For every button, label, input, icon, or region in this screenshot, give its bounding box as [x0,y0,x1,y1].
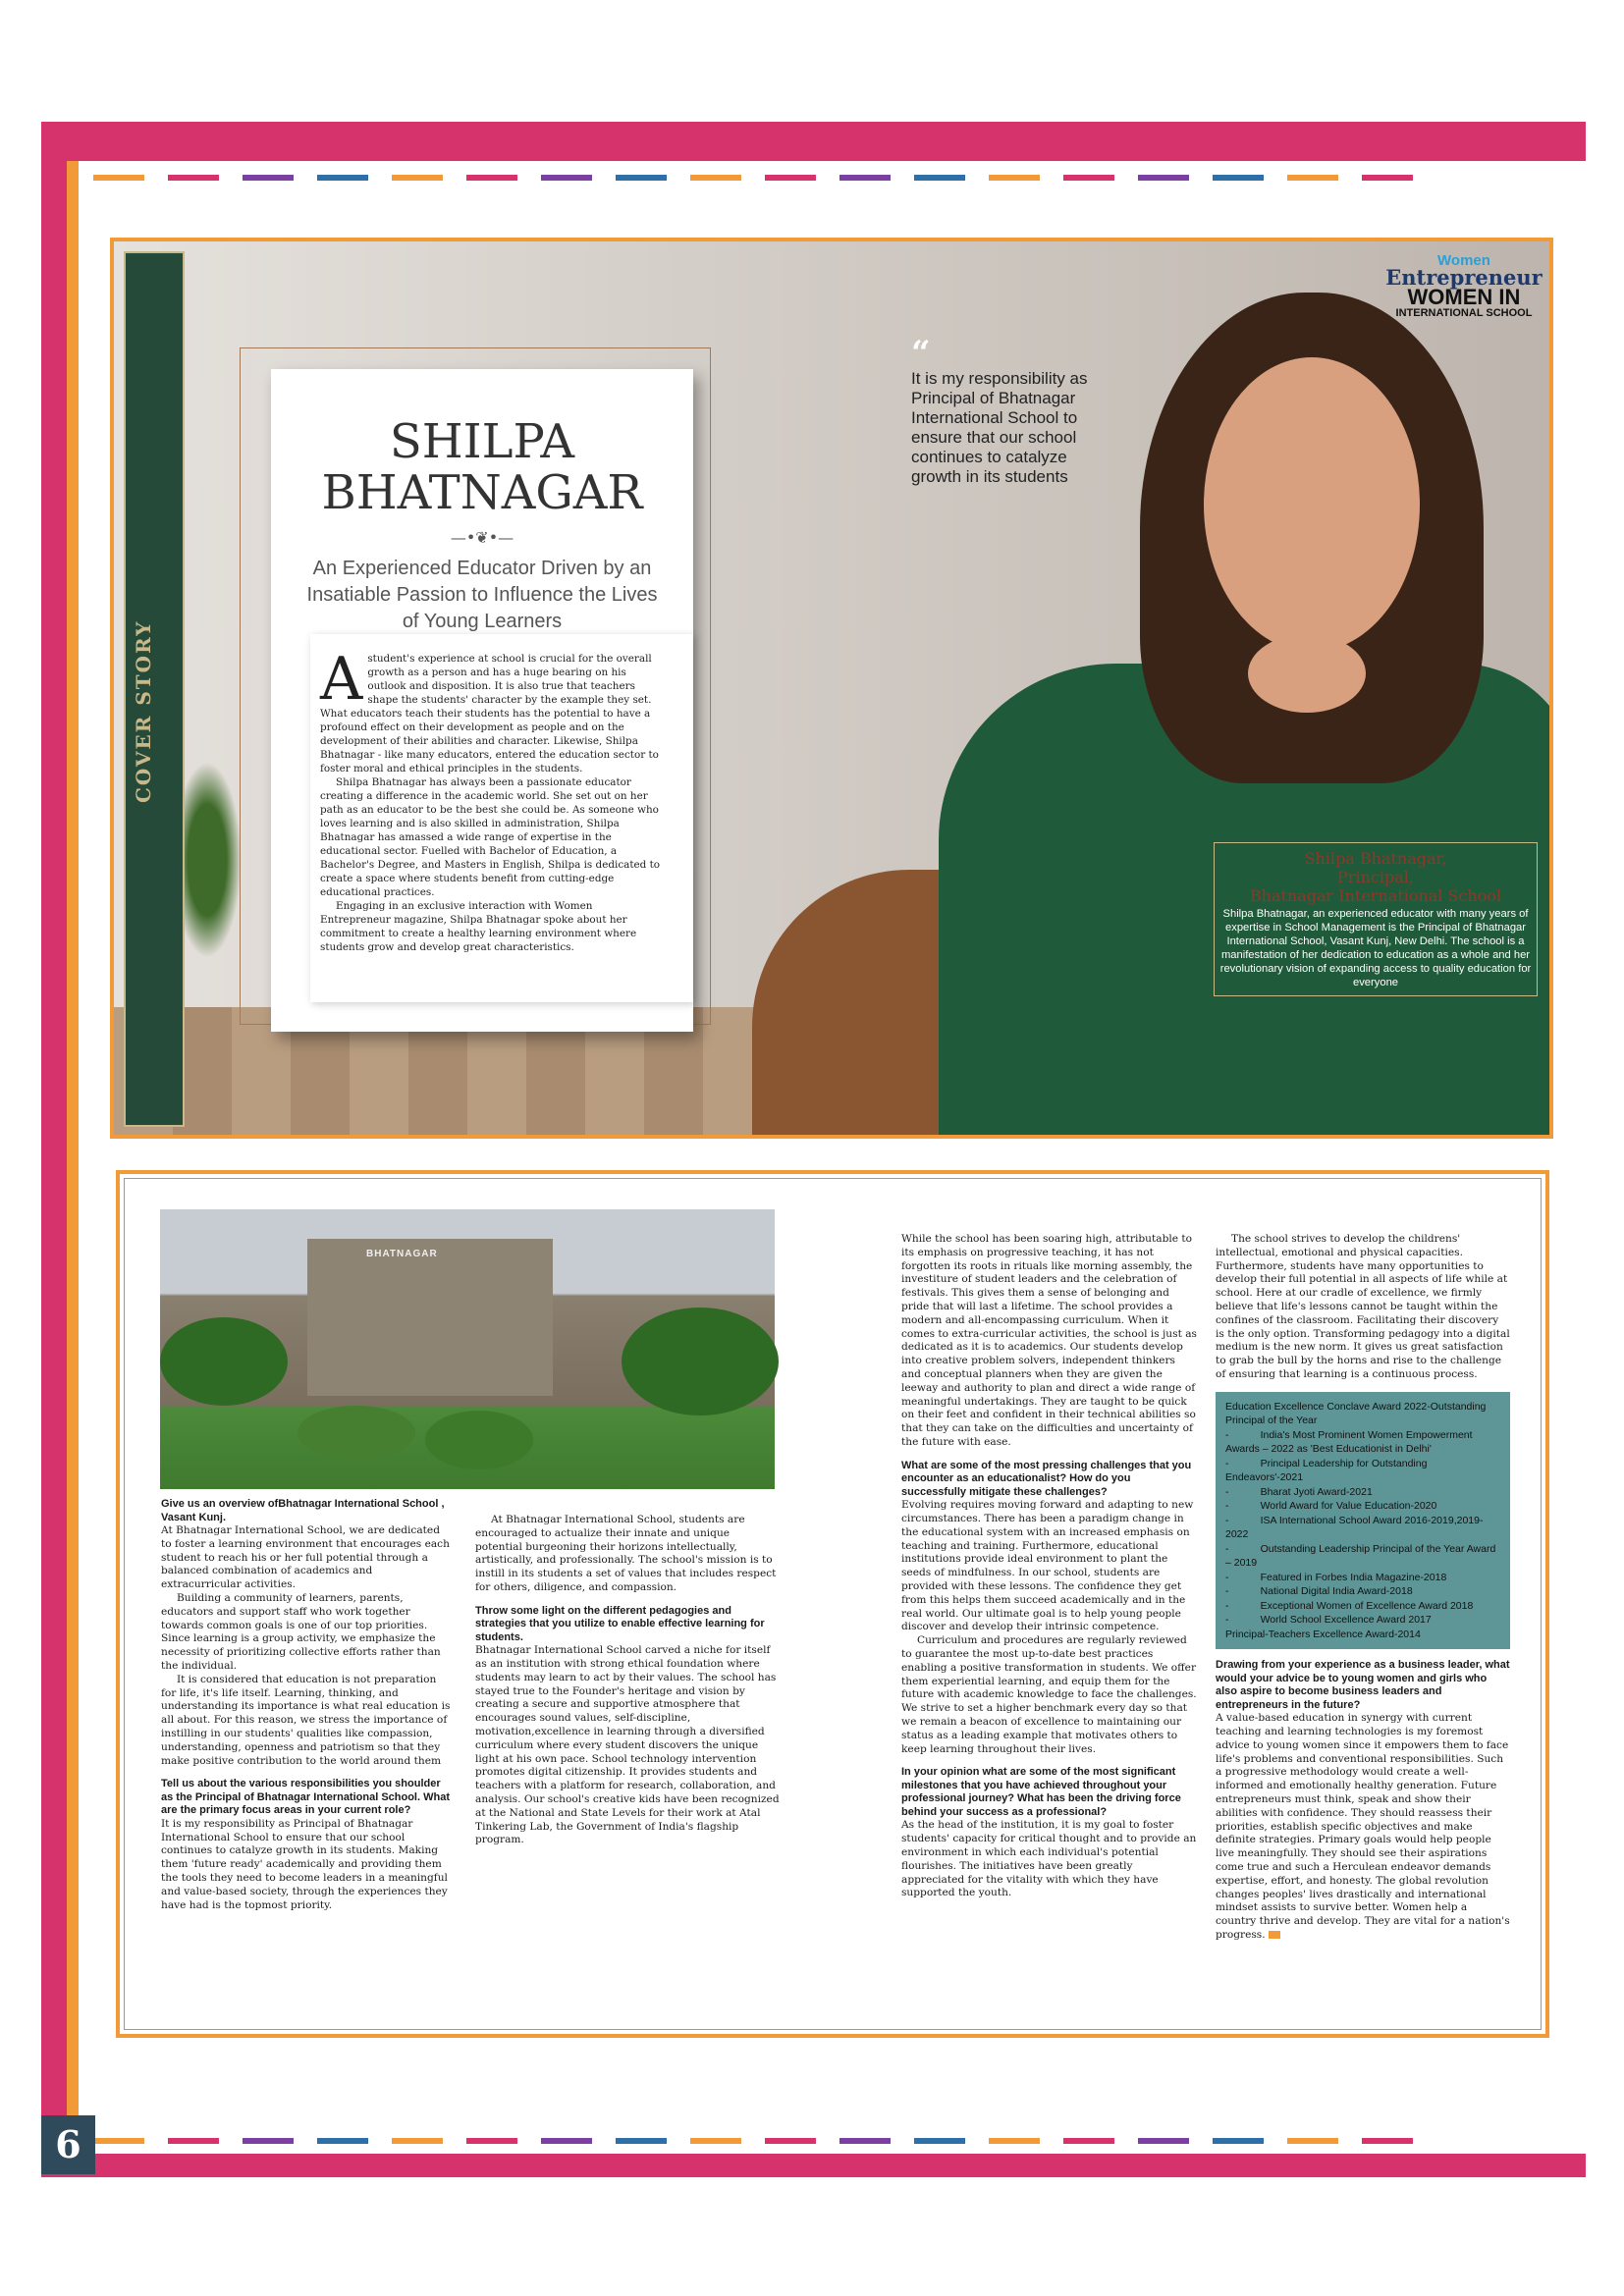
subject-tagline: An Experienced Educator Driven by an Insatiable Passion to Influence the Lives of Young Learners [306,558,658,632]
quote-icon: “ [911,334,931,373]
question-heading: Drawing from your experience as a business leader, what would your advice be to young women and girls who also aspire to become business leaders and entrepreneurs in the future? [1216,1659,1510,1711]
question-heading: What are some of the most pressing challenges that you encounter as an educationalist? How do you successfully mitigate these challenges? [901,1459,1192,1498]
question-heading: Give us an overview ofBhatnagar International School , Vasant Kunj. [161,1498,445,1523]
title-card [271,369,693,1032]
article-column-2: At Bhatnagar International School, students are encouraged to actualize their innate and unique potential burgeoning their horizons intellectually, artistically, and professionally. The school's mission is to instill in its students a set of values that includes respect for others, diligence, and compassion. Throw some light on the different pedagogies and strategies that you utilize to enable effective learning for students. Bhatnagar International School carved a niche for itself as an institution with strong ethical foundation where students may learn to act by their values. The school has stayed true to the Founder's heritage and vision by creating a secure and supportive atmosphere that encourages sound values, self-discipline, motivation,excellence in learning through a diversified curriculum where every student discovers the unique light at his own pace. School technology intervention promotes digital citizenship. It provides students and teachers with a platform for research, collaboration, and analysis. Our school's creative kids have been recognized at the National and State Levels for their work at Atal Tinkering Lab, the Government of India's flagship program. [475,1514,780,1846]
question-heading: Tell us about the various responsibilities you shoulder as the Principal of Bhatnagar International School. What are the primary focus areas in your current role? [161,1778,450,1817]
dashed-divider-bottom [93,2138,1566,2144]
intro-box [310,634,693,1002]
school-building-photo [160,1209,775,1489]
cover-story-sidebar [124,251,185,1127]
portrait-hand [1248,634,1366,713]
building-sign: BHATNAGAR [366,1249,438,1259]
building [307,1239,553,1396]
dashed-divider-top [93,175,1566,181]
question-heading: In your opinion what are some of the most significant milestones that you have achieved throughout your professional journey? What has been the driving force behind your success as a professional? [901,1766,1181,1818]
intro-text: A student's experience at school is crucial for the overall growth as a person and has a huge bearing on his outlook and disposition. It is also true that teachers shape the students' character by the example they set. What educators teach their students has the potential to have a profound effect on their development as people and on the development of their abilities and character. Likewise, Shilpa Bhatnagar - like many educators, entered the education sector to foster moral and ethical principles in the students. Shilpa Bhatnagar has always been a passionate educator creating a difference in the academic world. She set out on her path as an educator to be the best she could be. As someone who loves learning and is also skilled in administration, Shilpa Bhatnagar has amassed a wide range of expertise in the educational sector. Fuelled with Bachelor of Education, a Bachelor's Degree, and Masters in English, Shilpa is dedicated to create a space where students benefit from cutting-edge educational practices. Engaging in an exclusive interaction with Women Entrepreneur magazine, Shilpa Bhatnagar spoke about her commitment to create a healthy learning environment where students grow and develop great characteristics. [320,645,661,953]
frame-top-bar [41,122,1586,161]
article-column-1: Give us an overview ofBhatnagar International School , Vasant Kunj. At Bhatnagar International School, we are dedicated to foster a learning environment that encourages each student to reach his or her full potential through a balanced combination of academics and extracurricular activities. Building a community of learners, parents, educators and support staff who work together towards common goals is one of our top priorities. Since learning is a group activity, we emphasize the necessity of prioritizing collective efforts rather than the individual. It is considered that education is not preparation for life, it's life itself. Learning, thinking, and understanding its importance is what real education is all about. For this reason, we stress the importance of instilling in our students' qualities like compassion, understanding, openness and patriotism so that they make positive contribution to the world around them Tell us about the various responsibilities you shoulder as the Principal of Bhatnagar International School. What are the primary focus areas in your current role? It is my responsibility as Principal of Bhatnagar International School to ensure that our school continues to catalyze growth in its students. Making them 'future ready' academically and providing them the tools they need to become leaders in a meaningful and value-based society, through the experiences they have had is the topmost priority. [161,1498,451,1911]
magazine-logo: Women Entrepreneur WOMEN IN INTERNATIONAL SCHOOL [1385,252,1543,319]
end-mark-icon [1269,1931,1280,1939]
subject-name: SHILPA BHATNAGAR [321,414,643,520]
frame-left-bar [41,122,67,2177]
cover-hero [110,238,1553,1139]
drop-cap: A [320,645,363,714]
article-column-3: While the school has been soaring high, attributable to its emphasis on progressive teaching, it has not forgotten its roots in rituals like morning assembly, the investiture of student leaders and the celebration of festivals. This gives them a sense of belonging and pride that will last a lifetime. The school provides a modern and all-encompassing curriculum. When it comes to extra-curricular activities, the school is just as dedicated as it is to academics. Our students develop into creative problem solvers, independent thinkers and conceptual planners when they are given the leeway and authority to plan and direct a wide range of meaningful undertakings. They are taught to be quick on their feet and confident in their technical abilities so that they can take on the difficulties and uncertainty of the future with ease. What are some of the most pressing challenges that you encounter as an educationalist? How do you successfully mitigate these challenges? Evolving requires moving forward and adapting to new circumstances. There has been a paradigm change in the educational system with an increased emphasis on teaching and training. Furthermore, educational institutions provide ideal environment to plant the seeds of mindfulness. In our school, students are provided with these lessons. The confidence they get from this helps them succeed academically and in the real world. Our ultimate goal is to help young people discover and develop their intrinsic competence. Curriculum and procedures are regularly reviewed to guarantee the most up-to-date best practices enabling a positive transformation in students. We offer them experiential learning, and equip them for the future with academic knowledge to face the challenges. We strive to set a higher benchmark every day so that we remain a beacon of excellence to maintaining our status as a leading example that motivates others to keep learning throughout their lives. In your opinion what are some of the most significant milestones that you have achieved throughout your professional journey? What has been the driving force behind your success as a professional? As the head of the institution, it is my goal to foster students' capacity for critical thought and to provide an environment in which each individual's potential flourishes. The initiatives have been greatly appreciated for the vitality with which they have supported the youth. [901,1233,1197,1899]
page-number: 6 [41,2115,95,2174]
portrait-caption: Shilpa Bhatnagar, Principal, Bhatnagar International School Shilpa Bhatnagar, an experienced educator with many years of expertise in School Management is the Principal of Bhatnagar International School, Vasant Kunj, New Delhi. The school is a manifestation of her dedication to education as a whole and her revolutionary vision of expanding access to quality education for everyone [1214,842,1538,996]
section-label: COVER STORY [132,619,155,803]
frame-bottom-bar [41,2154,1586,2177]
article-column-4: The school strives to develop the childrens' intellectual, emotional and physical capacities. Furthermore, students have many opportunities to develop their full potential in all aspects of life while at school. Here at our cradle of excellence, we firmly believe that life's lessons cannot be taught within the confines of the classroom. Facilitating their discovery is the only option. Transforming pedagogy into a digital medium is the new norm. It gives us great satisfaction to grab the bull by the horns and rise to the challenge of ensuring that learning is a continuous process. Education Excellence Conclave Award 2022-Outstanding Principal of the Year - India's Most Prominent Women Empowerment Awards – 2022 as 'Best Educationist in Delhi' - Principal Leadership for Outstanding Endeavors'-2021 - Bharat Jyoti Award-2021 - World Award for Value Education-2020 - ISA International School Award 2016-2019,2019-2022 - Outstanding Leadership Principal of the Year Award – 2019 - Featured in Forbes India Magazine-2018 - National Digital India Award-2018 - Exceptional Women of Excellence Award 2018 - World School Excellence Award 2017 Principal-Teachers Excellence Award-2014 Drawing from your experience as a business leader, what would your advice be to young women and girls who also aspire to become business leaders and entrepreneurs in the future? A value-based education in synergy with current teaching and learning technologies is my foremost advice to young women since it empowers them to face life's problems and conventional responsibilities. Such a progressive methodology would create a well-informed and emotionally healthy generation. Future entrepreneurs must think, speak and show their abilities with confidence. They should reassess their priorities, establish specific objectives and make definite strategies. Primary goals would help people live meaningfully. They should see their aspirations come true and such a Herculean endeavor demands expertise, effort, and honesty. The global revolution changes peoples' lives drastically and international mindset assists to survive better. Women help a country thrive and develop. They are vital for a nation's progress. [1216,1233,1510,1942]
awards-box: Education Excellence Conclave Award 2022-Outstanding Principal of the Year - India's Most Prominent Women Empowerment Awards – 2022 as 'Best Educationist in Delhi' - Principal Leadership for Outstanding Endeavors'-2021 - Bharat Jyoti Award-2021 - World Award for Value Education-2020 - ISA International School Award 2016-2019,2019-2022 - Outstanding Leadership Principal of the Year Award – 2019 - Featured in Forbes India Magazine-2018 - National Digital India Award-2018 - Exceptional Women of Excellence Award 2018 - World School Excellence Award 2017 Principal-Teachers Excellence Award-2014 [1216,1392,1510,1650]
portrait-face [1204,357,1420,652]
ornament-divider: —•❦•— [450,528,514,547]
pull-quote: It is my responsibility as Principal of Bhatnagar International School to ensure that our school continues to catalyze growth in its students [911,369,1088,486]
interview-article [116,1170,1549,2038]
frame-left-accent [67,161,79,2154]
question-heading: Throw some light on the different pedagogies and strategies that you utilize to enable effective learning for students. [475,1604,765,1643]
